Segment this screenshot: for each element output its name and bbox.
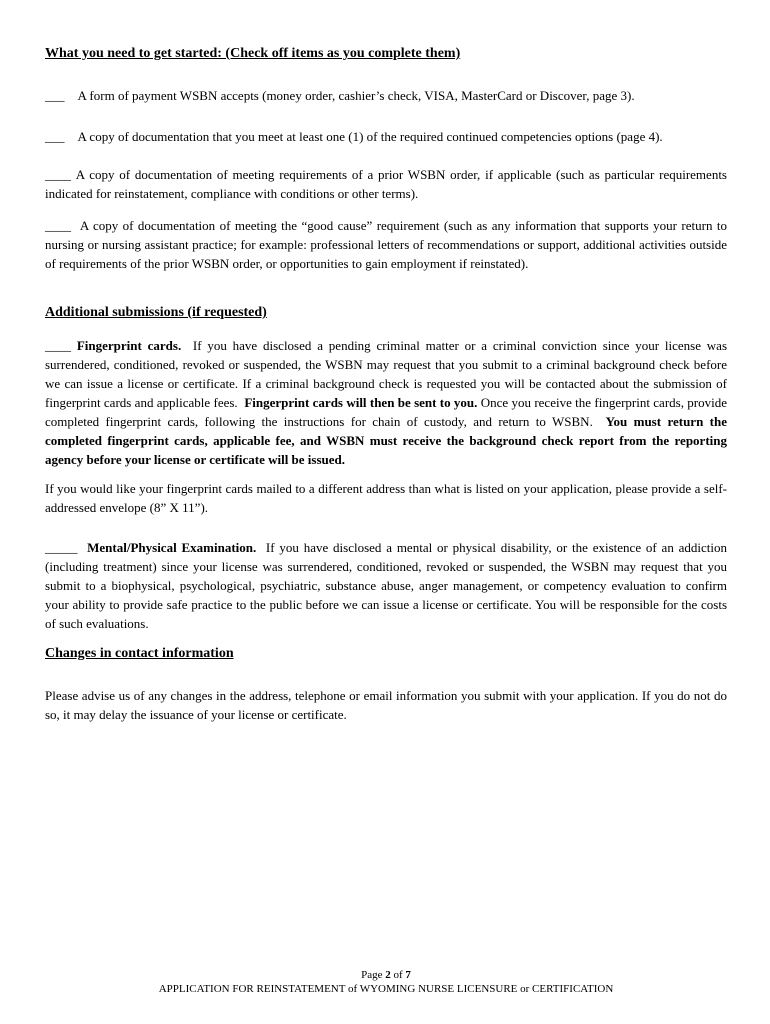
checklist-item-text: A form of payment WSBN accepts (money order, cashier’s check, VISA, MasterCard or Discover, page 3).	[77, 88, 635, 103]
checklist-item-prior-order	[45, 165, 727, 203]
section-heading-get-started: What you need to get started: (Check off items as you complete them)	[45, 46, 461, 61]
checklist-item-payment	[45, 86, 727, 105]
fingerprint-text-1: If you have disclosed a pending criminal matter or a criminal conviction since your license was surrendered, conditioned, revoked or suspended, the WSBN may request that you submit to a criminal background check before we can issue a license or certificate. If a criminal background check is requested you will be contacted about the submission of fingerprint cards and applicable fees.	[45, 338, 728, 410]
fingerprint-bold-2: You must return the completed fingerprint cards, applicable fee, and WSBN must receive the background check report from the reporting agency before your license or certificate will be issued.	[45, 414, 728, 467]
document-page	[45, 0, 727, 1024]
check-blank[interactable]: ___	[45, 129, 65, 144]
checklist-item-good-cause	[45, 216, 727, 273]
checklist-item-text: A copy of documentation of meeting the “good cause” requirement (such as any information that supports your return to nursing or nursing assistant practice; for example: professional letters of recommendations or support, additional activities outside of requirements of the prior WSBN order, or opportunities to gain employment if reinstated).	[45, 218, 728, 271]
check-blank[interactable]: _____	[45, 540, 78, 555]
fingerprint-cards-paragraph	[45, 336, 727, 469]
check-blank[interactable]: ____	[45, 218, 71, 233]
mail-note-paragraph: If you would like your fingerprint cards mailed to a different address than what is listed on your application, please provide a self-addressed envelope (8” X 11”).	[45, 481, 727, 515]
section-heading-contact-changes: Changes in contact information	[45, 646, 234, 661]
fingerprint-bold-1: Fingerprint cards will then be sent to you.	[244, 395, 478, 410]
checklist-item-text: A copy of documentation of meeting requirements of a prior WSBN order, if applicable (such as particular requirements indicated for reinstatement, compliance with conditions or other terms).	[45, 167, 727, 201]
fingerprint-text-2: Once you receive the fingerprint cards, provide completed fingerprint cards, following the instructions for chain of custody, and return to WSBN.	[45, 395, 728, 429]
page-total: 7	[405, 969, 411, 981]
mental-physical-paragraph	[45, 538, 727, 633]
page-current: 2	[385, 969, 391, 981]
checklist-item-text: A copy of documentation that you meet at least one (1) of the required continued competencies options (page 4).	[77, 129, 663, 144]
checklist-item-competencies	[45, 127, 727, 146]
footer-title: APPLICATION FOR REINSTATEMENT of WYOMING NURSE LICENSURE or CERTIFICATION	[158, 983, 614, 995]
check-blank[interactable]: ____	[45, 338, 71, 353]
page-number	[45, 968, 727, 982]
section-heading-additional-submissions: Additional submissions (if requested)	[45, 305, 267, 320]
check-blank[interactable]: ___	[45, 88, 65, 103]
mental-physical-text: If you have disclosed a mental or physical disability, or the existence of an addiction (including treatment) since your license was surrendered, conditioned, revoked or suspended, the WSBN may request that you submit to a biophysical, psychological, psychiatric, substance abuse, anger management, or competency evaluation to confirm your ability to provide safe practice to the public before we can issue a license or certificate. You will be responsible for the costs of such evaluations.	[45, 540, 728, 631]
page-of: of	[393, 969, 403, 981]
contact-changes-paragraph: Please advise us of any changes in the address, telephone or email information you submit with your application. If you do not do so, it may delay the issuance of your license or certificate.	[45, 688, 727, 722]
mental-physical-title: Mental/Physical Examination.	[87, 540, 257, 555]
fingerprint-title: Fingerprint cards.	[76, 338, 182, 353]
check-blank[interactable]: ____	[45, 167, 71, 182]
page-prefix: Page	[361, 969, 383, 981]
